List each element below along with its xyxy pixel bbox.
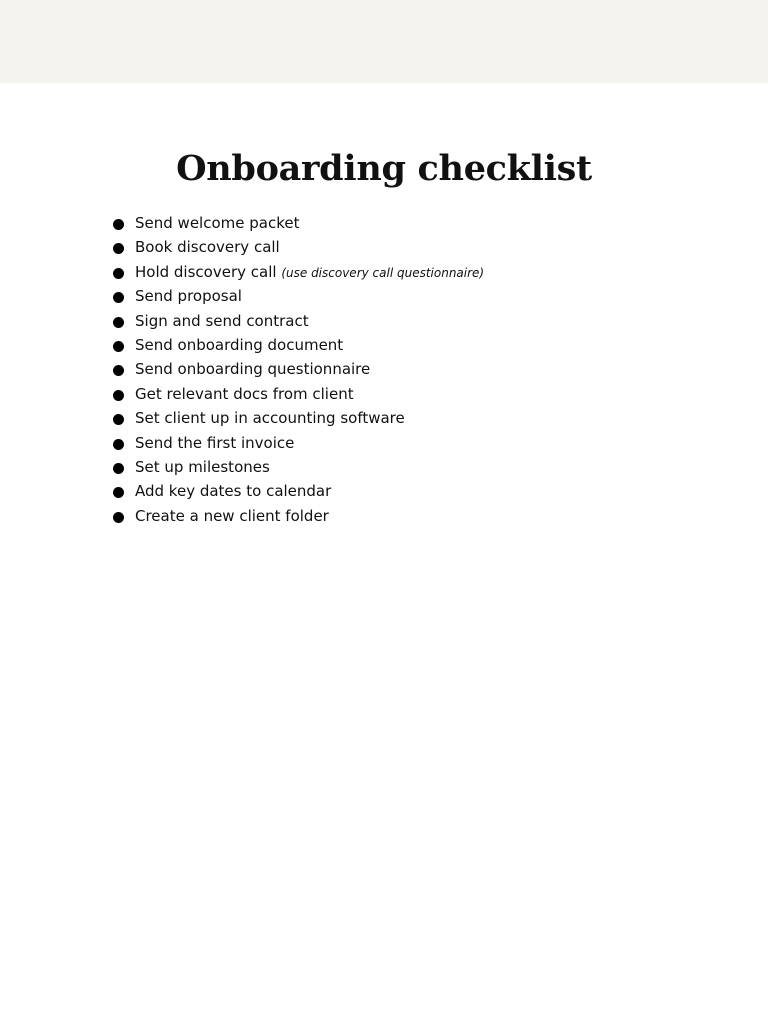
checklist-item bbox=[0, 309, 484, 333]
checklist-item bbox=[0, 211, 484, 235]
checklist-item-label: Set up milestones bbox=[135, 457, 270, 476]
checklist-item bbox=[0, 382, 484, 406]
checklist-item-label: Sign and send contract bbox=[135, 311, 309, 330]
checklist-item-label: Send onboarding document bbox=[135, 335, 344, 354]
checklist-item bbox=[0, 333, 484, 357]
checklist-item-label: Set client up in accounting software bbox=[135, 409, 405, 428]
bullet-icon bbox=[113, 243, 124, 254]
bullet-icon bbox=[113, 292, 124, 303]
checklist-item-label: Book discovery call bbox=[135, 238, 280, 257]
checklist-item bbox=[0, 455, 484, 479]
checklist bbox=[0, 211, 484, 528]
top-band bbox=[0, 0, 768, 83]
checklist-item-note: (use discovery call questionnaire) bbox=[281, 265, 485, 280]
bullet-icon bbox=[113, 512, 124, 523]
checklist-item bbox=[0, 406, 484, 430]
checklist-item bbox=[0, 235, 484, 259]
bullet-icon bbox=[113, 414, 124, 425]
bullet-icon bbox=[113, 365, 124, 376]
bullet-icon bbox=[113, 487, 124, 498]
bullet-icon bbox=[113, 463, 124, 474]
checklist-item-label: Send proposal bbox=[135, 287, 242, 306]
checklist-item-label: Hold discovery call bbox=[135, 262, 277, 281]
bullet-icon bbox=[113, 390, 124, 401]
checklist-item-label: Send onboarding questionnaire bbox=[135, 360, 371, 379]
checklist-item-label: Add key dates to calendar bbox=[135, 482, 332, 501]
checklist-item bbox=[0, 260, 484, 284]
checklist-item-label: Send welcome packet bbox=[135, 214, 300, 232]
bullet-icon bbox=[113, 317, 124, 328]
checklist-item bbox=[0, 479, 484, 503]
bullet-icon bbox=[113, 341, 124, 352]
page-title: Onboarding checklist bbox=[176, 148, 592, 189]
checklist-item-label: Get relevant docs from client bbox=[135, 384, 354, 403]
checklist-item bbox=[0, 284, 484, 308]
checklist-item bbox=[0, 504, 484, 528]
bullet-icon bbox=[113, 268, 124, 279]
bullet-icon bbox=[113, 439, 124, 450]
checklist-item-label: Send the first invoice bbox=[135, 433, 295, 452]
checklist-item bbox=[0, 357, 484, 381]
checklist-item-label: Create a new client folder bbox=[135, 506, 329, 525]
bullet-icon bbox=[113, 219, 124, 230]
checklist-item bbox=[0, 431, 484, 455]
